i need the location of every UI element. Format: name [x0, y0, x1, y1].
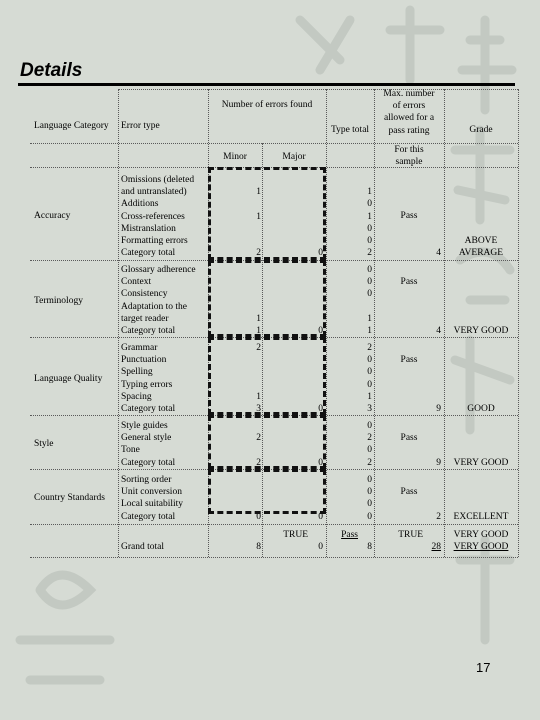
max-allowed-value: 4 — [436, 248, 441, 258]
pass-label: Pass — [400, 211, 418, 221]
type-total-column: 0 2 0 2 — [367, 421, 372, 468]
category-name: Language Quality — [34, 374, 103, 384]
error-type-list: Omissions (deleted and untranslated) Additions Cross-references Mistranslation Formatting errors Category total — [121, 175, 195, 259]
section-title: Details — [20, 60, 83, 81]
type-total-column: 1 0 1 0 0 2 — [367, 187, 372, 259]
header-minor: Minor — [223, 152, 247, 162]
major-column: 0 — [318, 325, 323, 336]
highlight-box-country-standards — [208, 469, 326, 514]
title-rule — [18, 83, 515, 86]
grade-value: VERY GOOD — [453, 458, 509, 468]
grand-total-minor-flag: TRUE — [283, 530, 308, 540]
header-max-allowed: Max. number of errors allowed for a pass rating — [383, 89, 435, 136]
type-total-column: 0 0 0 0 — [367, 475, 372, 522]
grand-total-major: 0 — [318, 542, 323, 552]
category-name: Terminology — [34, 296, 83, 306]
category-name: Country Standards — [34, 493, 105, 503]
pass-label: Pass — [400, 487, 418, 497]
major-column: 0 — [318, 403, 323, 414]
header-major: Major — [282, 152, 306, 162]
max-allowed-value: 9 — [436, 404, 441, 414]
grand-total-type-flag: Pass — [341, 530, 358, 540]
error-type-list: Sorting order Unit conversion Local suitability Category total — [121, 475, 184, 522]
type-total-column: 0 0 0 1 1 — [367, 265, 372, 336]
minor-column: 2 1 3 — [256, 343, 261, 414]
max-allowed-value: 2 — [436, 512, 441, 522]
minor-column: 1 1 — [256, 313, 261, 336]
grand-total-grade: VERY GOOD VERY GOOD — [453, 530, 509, 553]
max-allowed-value: 4 — [436, 326, 441, 336]
header-error-type: Error type — [121, 121, 160, 131]
error-type-list: Grammar Punctuation Spelling Typing errors Spacing Category total — [121, 343, 176, 414]
grade-value: ABOVE AVERAGE — [458, 236, 504, 259]
minor-column: 2 2 — [256, 433, 261, 468]
grade-value: EXCELLENT — [453, 512, 509, 522]
max-allowed-value: 9 — [436, 458, 441, 468]
grade-value: GOOD — [467, 404, 495, 414]
header-type-total: Type total — [330, 125, 370, 135]
grand-total-max-flag: TRUE — [398, 530, 423, 540]
highlight-box-language-quality — [208, 337, 326, 415]
grand-total-max: 28 — [431, 542, 441, 552]
highlight-box-style — [208, 415, 326, 469]
highlight-box-terminology — [208, 260, 326, 337]
header-number-of-errors: Number of errors found — [221, 100, 313, 110]
category-name: Style — [34, 439, 54, 449]
major-column: 0 — [318, 457, 323, 468]
grade-value: VERY GOOD — [453, 326, 509, 336]
minor-column: 0 — [256, 511, 261, 522]
grand-total-label: Grand total — [121, 542, 165, 552]
grand-total-type-total: 8 — [367, 542, 372, 552]
major-column: 0 — [318, 511, 323, 522]
minor-column: 1 1 2 — [256, 187, 261, 259]
pass-label: Pass — [400, 433, 418, 443]
pass-label: Pass — [400, 277, 418, 287]
header-for-this-sample: For this sample — [394, 145, 424, 168]
type-total-column: 2 0 0 0 1 3 — [367, 343, 372, 414]
category-name: Accuracy — [34, 211, 71, 221]
error-type-list: Style guides General style Tone Category total — [121, 421, 176, 468]
header-language-category: Language Category — [34, 121, 109, 131]
major-column: 0 — [318, 248, 323, 259]
highlight-box-accuracy — [208, 167, 326, 260]
page-number: 17 — [476, 660, 491, 675]
error-type-list: Glossary adherence Context Consistency Adaptation to the target reader Category total — [121, 265, 196, 336]
grand-total-minor: 8 — [256, 542, 261, 552]
header-grade: Grade — [469, 125, 493, 135]
pass-label: Pass — [400, 355, 418, 365]
